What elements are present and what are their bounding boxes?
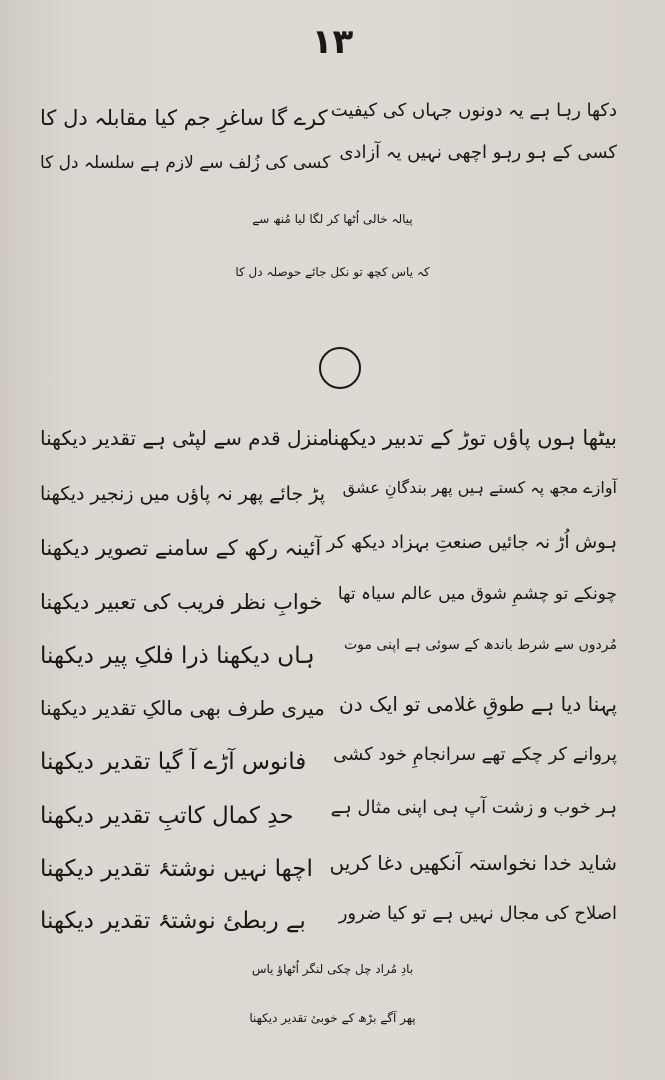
poem-line: کسی کی زُلف سے لازم ہے سلسلہ دل کا xyxy=(40,153,331,173)
poem-closing-line: بادِ مُراد چل چکی لنگر اُٹھاؤ یاس xyxy=(251,962,414,976)
poem-line: ہر خوب و زشت آپ ہی اپنی مثال ہے xyxy=(330,797,617,818)
poem-line: چونکے تو چشمِ شوق میں عالم سیاہ تھا xyxy=(337,584,617,604)
poem-line: مُردوں سے شرط باندھ کے سوئی ہے اپنی موت xyxy=(343,637,617,653)
poem-line: پروانے کر چکے تھے سرانجامِ خود کشی xyxy=(333,744,617,765)
poem-line: میری طرف بھی مالکِ تقدیر دیکھنا xyxy=(40,696,325,720)
poem-line: فانوس آڑے آ گیا تقدیر دیکھنا xyxy=(40,749,307,775)
poem-line: اصلاح کی مجال نہیں ہے تو کیا ضرور xyxy=(338,903,617,924)
poem-line: اچھا نہیں نوشتۂ تقدیر دیکھنا xyxy=(40,856,313,882)
poem-line: آوازے مجھ پہ کستے ہیں پھر بندگانِ عشق xyxy=(342,478,617,497)
poem-line: حدِ کمال کاتبِ تقدیر دیکھنا xyxy=(40,803,294,829)
poem-line: شاید خدا نخواستہ آنکھیں دغا کریں xyxy=(329,851,617,875)
poem-closing-line: پیالہ خالی اُٹھا کر لگا لیا مُنھ سے xyxy=(252,212,413,226)
poem-closing-line: پھر آگے بڑھ کے خوبیٔ تقدیر دیکھنا xyxy=(249,1011,416,1025)
poem-line: دکھا رہا ہے یہ دونوں جہاں کی کیفیت xyxy=(330,100,617,121)
poem-line: بیٹھا ہوں پاؤں توڑ کے تدبیر دیکھنا xyxy=(326,426,617,450)
poem-closing-line: کہ یاس کچھ تو نکل جائے حوصلہ دل کا xyxy=(235,265,430,279)
poem-line: پہنا دیا ہے طوقِ غلامی تو ایک دن xyxy=(339,692,617,716)
poem-line: کسی کے ہو رہو اچھی نہیں یہ آزادی xyxy=(339,142,617,163)
page-number: ۱۳ xyxy=(311,22,354,62)
poem-line: پڑ جائے پھر نہ پاؤں میں زنجیر دیکھنا xyxy=(40,483,325,505)
section-divider-circle xyxy=(319,347,361,389)
poem-line: آئینہ رکھ کے سامنے تصویر دیکھنا xyxy=(40,536,322,560)
poem-line: بے ربطیٔ نوشتۂ تقدیر دیکھنا xyxy=(40,908,306,934)
poem-line: منزل قدم سے لپٹی ہے تقدیر دیکھنا xyxy=(40,426,330,450)
poem-line: ہاں دیکھنا ذرا فلکِ پیر دیکھنا xyxy=(40,643,315,669)
poem-line: خوابِ نظر فریب کی تعبیر دیکھنا xyxy=(40,590,323,614)
poem-line: ہوش اُڑ نہ جائیں صنعتِ بہزاد دیکھ کر xyxy=(326,532,617,553)
poem-line: کرے گا ساغرِ جم کیا مقابلہ دل کا xyxy=(40,106,328,130)
